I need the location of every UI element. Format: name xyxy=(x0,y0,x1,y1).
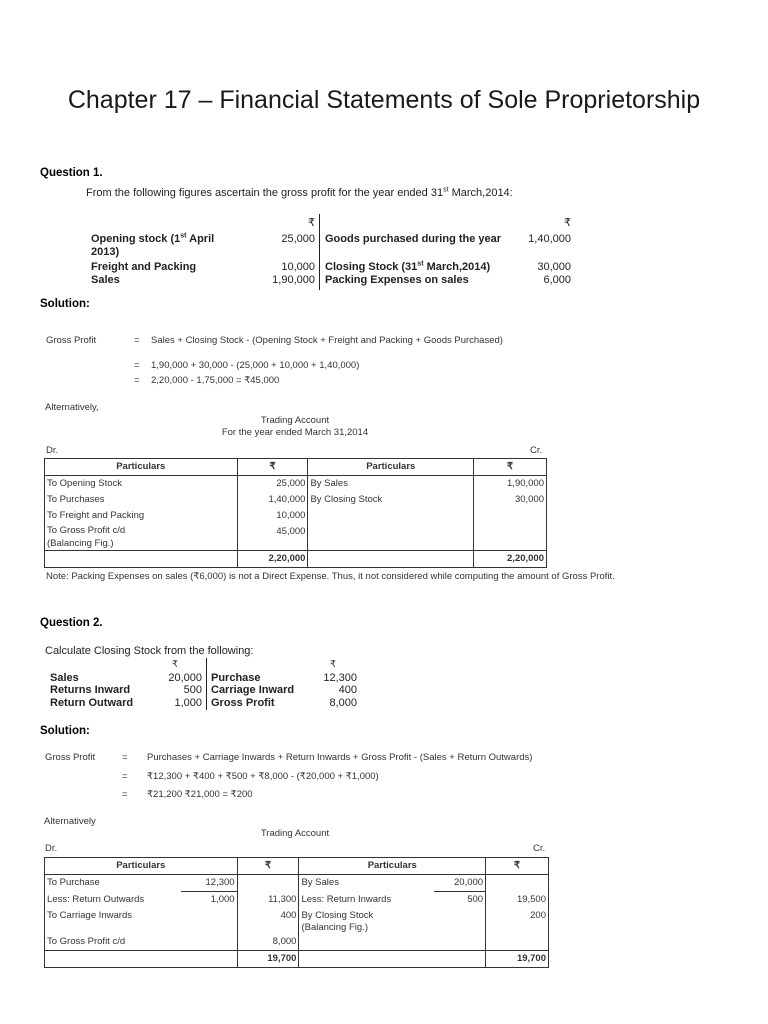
cell xyxy=(474,524,547,551)
q1-left-item-1: Opening stock (1st April 2013) xyxy=(91,232,215,258)
cell: To Opening Stock xyxy=(45,476,238,493)
q1-alternatively: Alternatively, xyxy=(45,402,99,413)
cell xyxy=(308,551,474,568)
cell: 1,40,000 xyxy=(237,492,308,508)
col-particulars-left: Particulars xyxy=(45,459,238,476)
cell: 25,000 xyxy=(237,476,308,493)
question-2-label: Question 2. xyxy=(40,617,103,629)
q2-left-item-3: Return Outward xyxy=(50,697,134,709)
q2-alternatively: Alternatively xyxy=(44,816,96,827)
cell: By Sales xyxy=(308,476,474,493)
table-row xyxy=(45,508,547,524)
cell: 11,300 xyxy=(237,892,299,909)
q2-prompt: Calculate Closing Stock from the following: xyxy=(45,645,254,657)
q2-right-item-1: Purchase xyxy=(211,672,261,684)
cell xyxy=(181,908,237,934)
cell xyxy=(486,875,549,892)
cell xyxy=(45,951,182,968)
q1-left-value-3: 1,90,000 xyxy=(272,274,315,286)
cell: To Purchase xyxy=(45,875,182,892)
table-header-row xyxy=(45,858,549,875)
q1-right-value-2: 30,000 xyxy=(537,261,571,273)
col-particulars-right: Particulars xyxy=(308,459,474,476)
cell xyxy=(181,934,237,951)
col-amount-left: ₹ xyxy=(237,858,299,875)
cell: To Freight and Packing xyxy=(45,508,238,524)
col-amount-right: ₹ xyxy=(474,459,547,476)
q1-eq-1: = xyxy=(134,335,140,346)
cell xyxy=(299,934,434,951)
q2-account-title: Trading Account xyxy=(260,828,330,839)
q1-trading-account-table xyxy=(44,458,547,568)
q1-gp-label: Gross Profit xyxy=(46,335,97,346)
cell: 200 xyxy=(486,908,549,934)
col-amount-left: ₹ xyxy=(237,459,308,476)
q2-trading-account-table xyxy=(44,857,549,968)
table-row xyxy=(45,934,549,951)
q1-left-item-3: Sales xyxy=(91,274,120,286)
cell xyxy=(181,951,237,968)
page-title: Chapter 17 – Financial Statements of Sole Proprietorship xyxy=(67,86,701,114)
cell xyxy=(434,908,486,934)
q2-eq-3: = xyxy=(122,789,128,800)
cell: To Gross Profit c/d xyxy=(45,934,182,951)
q1-step-2: 1,90,000 + 30,000 - (25,000 + 10,000 + 1,40,000) xyxy=(151,360,360,371)
q1-right-value-1: 1,40,000 xyxy=(528,233,571,245)
cell: To Gross Profit c/d (Balancing Fig.) xyxy=(45,524,238,551)
col-amount-right: ₹ xyxy=(486,858,549,875)
total-left: 19,700 xyxy=(237,951,299,968)
cell xyxy=(486,934,549,951)
q2-right-value-3: 8,000 xyxy=(329,697,357,709)
cell xyxy=(308,524,474,551)
total-right: 2,20,000 xyxy=(474,551,547,568)
table-total-row xyxy=(45,951,549,968)
cell: 1,000 xyxy=(181,892,237,909)
cell xyxy=(474,508,547,524)
cell: 8,000 xyxy=(237,934,299,951)
cell: Less: Return Inwards xyxy=(299,892,434,909)
q1-right-value-3: 6,000 xyxy=(543,274,571,286)
q2-rupee-right: ₹ xyxy=(329,659,336,670)
q1-step-3: 2,20,000 - 1,75,000 = ₹45,000 xyxy=(151,375,280,386)
cell: 20,000 xyxy=(434,875,486,892)
q2-right-item-2: Carriage Inward xyxy=(211,684,295,696)
q2-left-value-1: 20,000 xyxy=(168,672,202,684)
q1-rupee-left: ₹ xyxy=(308,217,315,229)
cell xyxy=(45,551,238,568)
q1-eq-2: = xyxy=(134,360,140,371)
total-right: 19,700 xyxy=(486,951,549,968)
table-total-row xyxy=(45,551,547,568)
col-particulars-right: Particulars xyxy=(299,858,486,875)
q1-solution-label: Solution: xyxy=(40,298,90,310)
cell: 30,000 xyxy=(474,492,547,508)
q2-eq-1: = xyxy=(122,752,128,763)
q1-left-value-1: 25,000 xyxy=(281,233,315,245)
q2-step-2: ₹12,300 + ₹400 + ₹500 + ₹8,000 - (₹20,000 + ₹1,000) xyxy=(147,771,379,782)
cell: 500 xyxy=(434,892,486,909)
cell: By Closing Stock (Balancing Fig.) xyxy=(299,908,434,934)
q2-gp-label: Gross Profit xyxy=(45,752,96,763)
cell: By Closing Stock xyxy=(308,492,474,508)
q1-right-item-1: Goods purchased during the year xyxy=(325,233,502,245)
cell: 1,90,000 xyxy=(474,476,547,493)
q1-prompt: From the following figures ascertain the gross profit for the year ended 31st March,2014: xyxy=(86,186,513,199)
q1-step-1: Sales + Closing Stock - (Opening Stock + Freight and Packing + Goods Purchased) xyxy=(151,335,503,346)
cell xyxy=(237,875,299,892)
q2-eq-2: = xyxy=(122,771,128,782)
q1-eq-3: = xyxy=(134,375,140,386)
table-row xyxy=(45,524,547,551)
q1-account-subtitle: For the year ended March 31,2014 xyxy=(221,427,369,438)
q2-given-divider xyxy=(206,658,207,710)
q2-step-3: ₹21,200 ₹21,000 = ₹200 xyxy=(147,789,253,800)
cell: 12,300 xyxy=(181,875,237,892)
q1-note: Note: Packing Expenses on sales (₹6,000) is not a Direct Expense. Thus, it not considered while computing the amount of Gross Profit. xyxy=(46,571,615,582)
total-left: 2,20,000 xyxy=(237,551,308,568)
q2-left-item-1: Sales xyxy=(50,672,79,684)
q1-dr: Dr. xyxy=(46,445,59,456)
table-row xyxy=(45,875,549,892)
cell: 19,500 xyxy=(486,892,549,909)
q1-left-item-2: Freight and Packing xyxy=(91,261,197,273)
q2-rupee-left: ₹ xyxy=(171,659,178,670)
cell xyxy=(434,951,486,968)
q1-left-value-2: 10,000 xyxy=(281,261,315,273)
q1-rupee-right: ₹ xyxy=(564,217,571,229)
q2-left-item-2: Returns Inward xyxy=(50,684,131,696)
table-row xyxy=(45,476,547,493)
table-row xyxy=(45,908,549,934)
table-row xyxy=(45,492,547,508)
q2-right-value-2: 400 xyxy=(338,684,357,696)
table-header-row xyxy=(45,459,547,476)
q2-step-1: Purchases + Carriage Inwards + Return Inwards + Gross Profit - (Sales + Return Outwards) xyxy=(147,752,533,763)
q1-given-divider xyxy=(319,214,320,290)
q1-right-item-2: Closing Stock (31st March,2014) xyxy=(325,260,491,273)
cell: To Purchases xyxy=(45,492,238,508)
q1-right-item-3: Packing Expenses on sales xyxy=(325,274,469,286)
col-particulars-left: Particulars xyxy=(45,858,238,875)
q2-right-value-1: 12,300 xyxy=(323,672,357,684)
q2-cr: Cr. xyxy=(533,843,546,854)
cell xyxy=(299,951,434,968)
question-1-label: Question 1. xyxy=(40,167,103,179)
q1-cr: Cr. xyxy=(530,445,543,456)
q2-left-value-2: 500 xyxy=(183,684,202,696)
cell: To Carriage Inwards xyxy=(45,908,182,934)
q2-left-value-3: 1,000 xyxy=(174,697,202,709)
q2-solution-label: Solution: xyxy=(40,725,90,737)
cell: 10,000 xyxy=(237,508,308,524)
cell xyxy=(308,508,474,524)
cell xyxy=(434,934,486,951)
q1-account-title: Trading Account xyxy=(260,415,330,426)
q2-dr: Dr. xyxy=(45,843,58,854)
q2-right-item-3: Gross Profit xyxy=(211,697,275,709)
table-row xyxy=(45,892,549,909)
cell: By Sales xyxy=(299,875,434,892)
cell: 45,000 xyxy=(237,524,308,551)
cell: Less: Return Outwards xyxy=(45,892,182,909)
cell: 400 xyxy=(237,908,299,934)
